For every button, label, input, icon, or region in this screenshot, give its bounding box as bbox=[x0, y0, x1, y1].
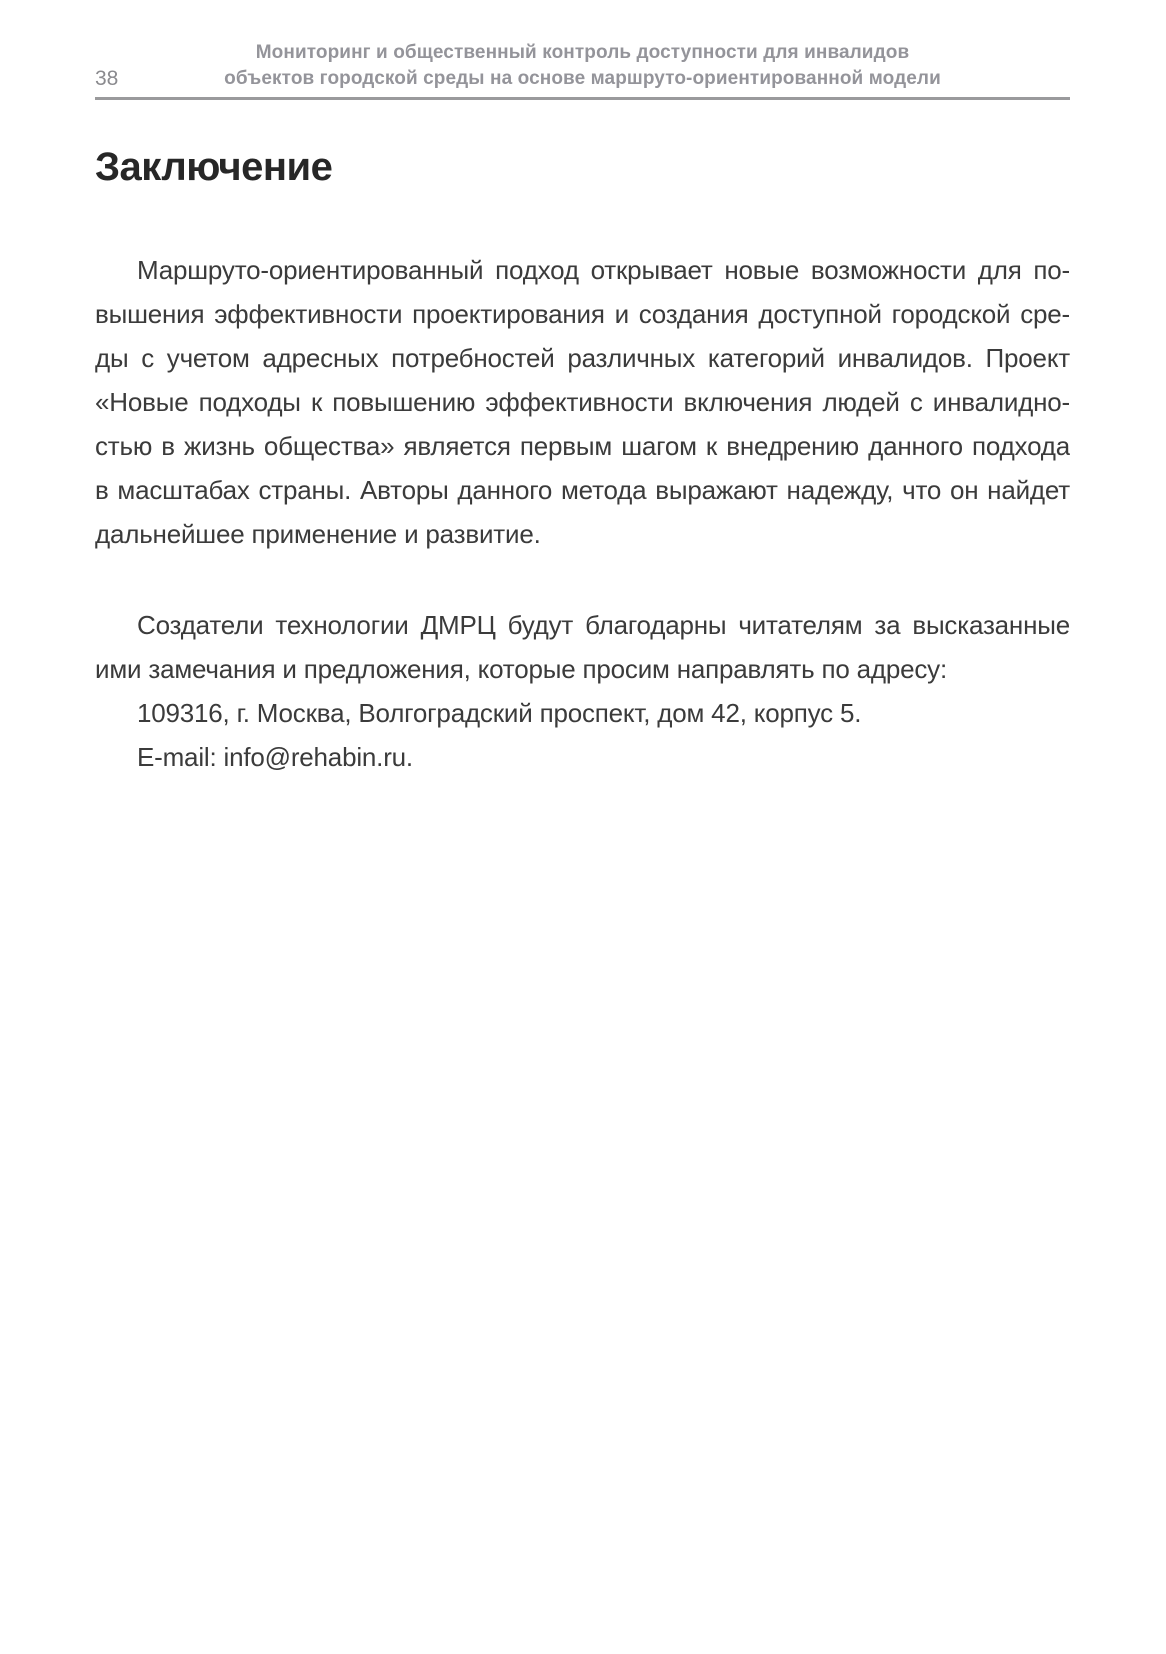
address-line: 109316, г. Москва, Волгоградский проспект, дом 42, корпус 5. bbox=[137, 698, 862, 728]
header-divider-rule bbox=[95, 97, 1070, 100]
body-line: стью в жизнь общества» является первым шагом к внедрению данного подхода bbox=[95, 431, 1070, 461]
running-header-line-1: Мониторинг и общественный контроль доступности для инвалидов bbox=[255, 42, 910, 63]
page-number: 38 bbox=[95, 67, 119, 90]
body-line: дальнейшее применение и развитие. bbox=[95, 519, 541, 549]
body-line: в масштабах страны. Авторы данного метода выражают надежду, что он найдет bbox=[95, 475, 1070, 505]
body-line: Маршруто-ориентированный подход открывает новые возможности для по- bbox=[137, 255, 1070, 285]
body-line: вышения эффективности проектирования и создания доступной городской сре- bbox=[95, 299, 1070, 329]
body-line: «Новые подходы к повышению эффективности включения людей с инвалидно- bbox=[95, 387, 1070, 417]
body-line: Создатели технологии ДМРЦ будут благодарны читателям за высказанные bbox=[137, 610, 1070, 640]
paragraph-2 bbox=[95, 603, 1070, 779]
body-line: ды с учетом адресных потребностей различных категорий инвалидов. Проект bbox=[95, 343, 1070, 373]
email-line: E-mail: info@rehabin.ru. bbox=[137, 742, 413, 772]
running-header-line-2: объектов городской среды на основе маршруто-ориентированной модели bbox=[224, 68, 941, 89]
paragraph-1 bbox=[95, 248, 1070, 556]
running-header bbox=[95, 40, 1070, 92]
body-line: ими замечания и предложения, которые просим направлять по адресу: bbox=[95, 654, 948, 684]
section-title: Заключение bbox=[95, 145, 333, 189]
